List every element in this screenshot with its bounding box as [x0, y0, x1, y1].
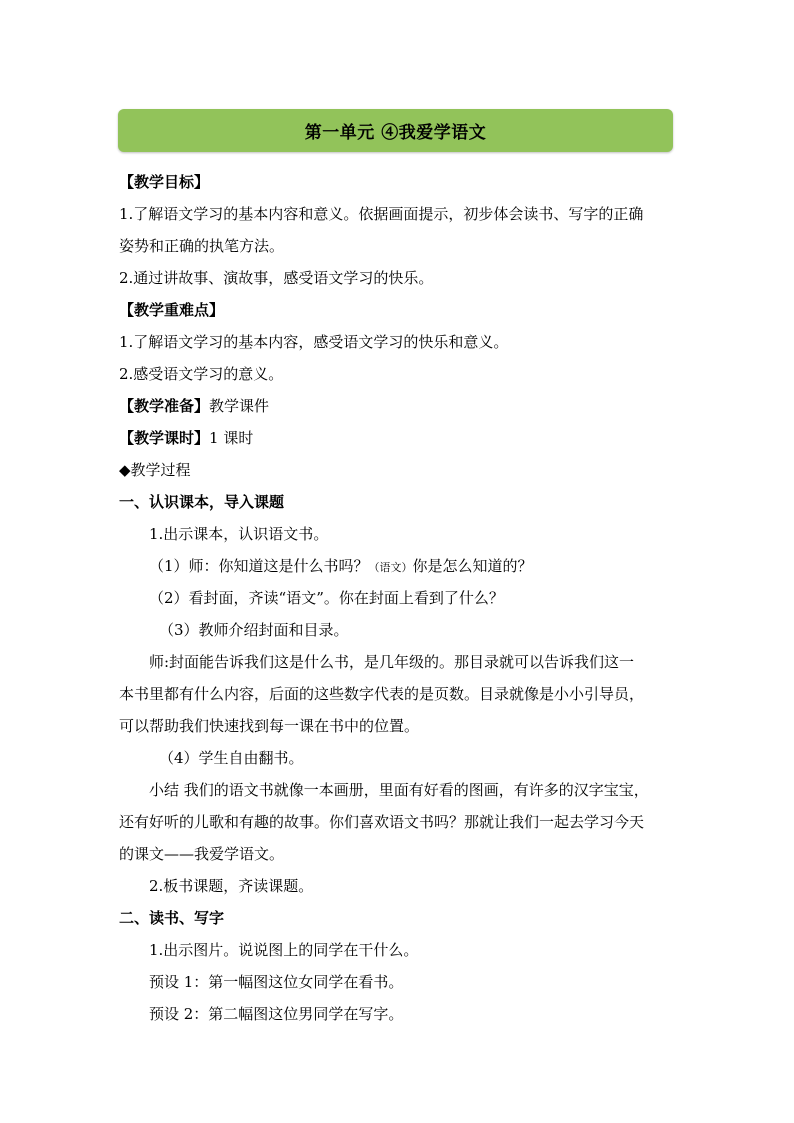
part1-step-1: 1.出示课本，认识语文书。	[149, 525, 329, 543]
title-banner	[118, 109, 673, 152]
part2-preset-2: 预设 2：第二幅图这位男同学在写字。	[149, 1005, 404, 1023]
key-heading: 【教学重难点】	[119, 301, 225, 319]
goal-heading: 【教学目标】	[119, 173, 210, 191]
goal-item-2: 2.通过讲故事、演故事，感受语文学习的快乐。	[119, 269, 434, 287]
part1-question-2: （2）看封面，齐读“语文”。你在封面上看到了什么？	[149, 589, 504, 607]
question-1-note: （语文）	[368, 561, 413, 574]
prep-heading: 【教学准备】	[119, 397, 210, 415]
part1-question-1	[119, 550, 679, 582]
part1-question-3: （3）教师介绍封面和目录。	[159, 621, 349, 639]
part1-heading: 一、认识课本，导入课题	[119, 493, 285, 511]
summary-line-1: 小结 我们的语文书就像一本画册，里面有好看的图画，有许多的汉字宝宝，	[149, 781, 649, 799]
part1-step-2: 2.板书课题，齐读课题。	[149, 877, 314, 895]
summary-line-3: 的课文——我爱学语文。	[119, 845, 285, 863]
part1-question-4: （4）学生自由翻书。	[159, 749, 304, 767]
goal-item-1b: 姿势和正确的执笔方法。	[119, 237, 285, 255]
hours-heading: 【教学课时】	[119, 429, 210, 447]
part2-heading: 二、读书、写字	[119, 909, 225, 927]
question-1-tail: 你是怎么知道的？	[412, 557, 533, 575]
part2-preset-1: 预设 1：第一幅图这位女同学在看书。	[149, 973, 404, 991]
teacher-para-line-3: 可以帮助我们快速找到每一课在书中的位置。	[119, 717, 420, 735]
teacher-para-line-2: 本书里都有什么内容，后面的这些数字代表的是页数。目录就像是小小引导员，	[119, 685, 645, 703]
question-1-text: （1）师：你知道这是什么书吗？	[149, 557, 369, 575]
goal-item-1a: 1.了解语文学习的基本内容和意义。依据画面提示，初步体会读书、写字的正确	[119, 205, 644, 223]
prep-value: 教学课件	[209, 397, 270, 415]
hours-value: 1 课时	[209, 429, 254, 447]
hours-line	[119, 422, 679, 454]
key-item-2: 2.感受语文学习的意义。	[119, 365, 284, 383]
prep-line	[119, 390, 679, 422]
page-title: 第一单元 ④我爱学语文	[304, 123, 487, 143]
teacher-para-line-1: 师:封面能告诉我们这是什么书，是几年级的。那目录就可以告诉我们这一	[149, 653, 635, 671]
lesson-content	[119, 166, 679, 1030]
key-item-1: 1.了解语文学习的基本内容，感受语文学习的快乐和意义。	[119, 333, 509, 351]
process-heading: ◆教学过程	[119, 461, 191, 479]
summary-line-2: 还有好听的儿歌和有趣的故事。你们喜欢语文书吗？那就让我们一起去学习今天	[119, 813, 645, 831]
part2-step-1: 1.出示图片。说说图上的同学在干什么。	[149, 941, 419, 959]
